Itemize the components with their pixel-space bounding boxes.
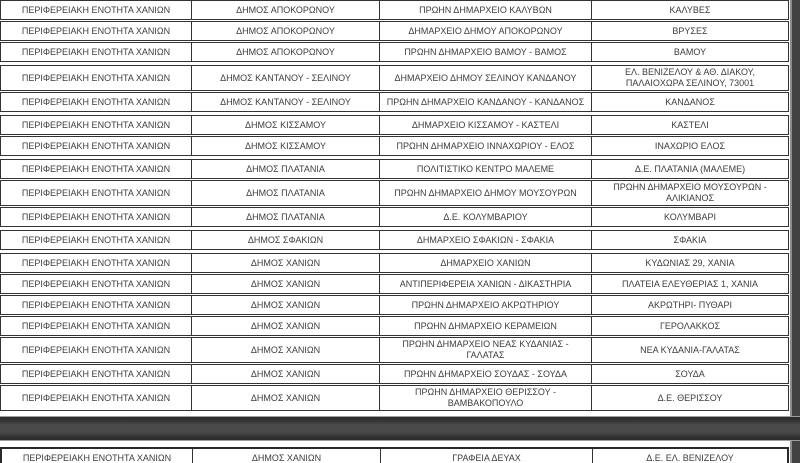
table-row	[0, 295, 789, 315]
cell-region: ΠΕΡΙΦΕΡΕΙΑΚΗ ΕΝΟΤΗΤΑ ΧΑΝΙΩΝ	[21, 278, 171, 289]
cell-municipality: ΔΗΜΟΣ ΑΠΟΚΟΡΩΝΟΥ	[191, 1, 379, 19]
table-row	[0, 316, 789, 336]
cell-location: ΚΥΔΩΝΙΑΣ 29, ΧΑΝΙΑ	[591, 254, 788, 272]
cell-building: ΔΗΜΑΡΧΕΙΟ ΚΙΣΣΑΜΟΥ - ΚΑΣΤΕΛΙ	[379, 116, 591, 134]
page-break-band	[0, 416, 800, 441]
table-group-apokoronou	[0, 0, 789, 62]
cell-municipality: ΔΗΜΟΣ ΑΠΟΚΟΡΩΝΟΥ	[191, 22, 379, 40]
cell-region: ΠΕΡΙΦΕΡΕΙΑΚΗ ΕΝΟΤΗΤΑ ΧΑΝΙΩΝ	[21, 320, 171, 331]
table-row	[0, 159, 789, 179]
cell-municipality: ΔΗΜΟΣ ΧΑΝΙΩΝ	[191, 254, 379, 272]
table-row	[0, 0, 789, 20]
table-row	[0, 180, 789, 206]
cell-region: ΠΕΡΙΦΕΡΕΙΑΚΗ ΕΝΟΤΗΤΑ ΧΑΝΙΩΝ	[22, 452, 172, 463]
cell-municipality: ΔΗΜΟΣ ΧΑΝΙΩΝ	[191, 365, 379, 383]
table-row	[0, 65, 789, 91]
cell-municipality: ΔΗΜΟΣ ΚΙΣΣΑΜΟΥ	[191, 137, 379, 155]
cell-location: ΝΕΑ ΚΥΔΑΝΙΑ-ΓΑΛΑΤΑΣ	[591, 338, 788, 362]
cell-building: ΔΗΜΑΡΧΕΙΟ ΧΑΝΙΩΝ	[379, 254, 591, 272]
cell-location: ΠΛΑΤΕΙΑ ΕΛΕΥΘΕΡΙΑΣ 1, ΧΑΝΙΑ	[591, 275, 788, 293]
table-group-kantanou-selinou	[0, 65, 789, 112]
cell-building: ΔΗΜΑΡΧΕΙΟ ΔΗΜΟΥ ΑΠΟΚΟΡΩΝΟΥ	[379, 22, 591, 40]
cell-municipality: ΔΗΜΟΣ ΧΑΝΙΩΝ	[191, 296, 379, 314]
cell-region: ΠΕΡΙΦΕΡΕΙΑΚΗ ΕΝΟΤΗΤΑ ΧΑΝΙΩΝ	[21, 211, 171, 222]
cell-location: ΚΑΛΥΒΕΣ	[591, 1, 788, 19]
cell-municipality: ΔΗΜΟΣ ΚΑΝΤΑΝΟΥ - ΣΕΛΙΝΟΥ	[191, 66, 379, 90]
document-page-2	[0, 447, 789, 463]
cell-building: ΠΡΩΗΝ ΔΗΜΑΡΧΕΙΟ ΚΕΡΑΜΕΙΩΝ	[379, 317, 591, 335]
cell-location: ΒΑΜΟΥ	[591, 43, 788, 61]
cell-region: ΠΕΡΙΦΕΡΕΙΑΚΗ ΕΝΟΤΗΤΑ ΧΑΝΙΩΝ	[21, 46, 171, 57]
cell-building: ΠΡΩΗΝ ΔΗΜΑΡΧΕΙΟ ΒΑΜΟΥ - ΒΑΜΟΣ	[379, 43, 591, 61]
table-group-chanion-continued	[0, 447, 789, 463]
cell-building: ΠΡΩΗΝ ΔΗΜΑΡΧΕΙΟ ΔΗΜΟΥ ΜΟΥΣΟΥΡΩΝ	[379, 181, 591, 205]
cell-municipality: ΔΗΜΟΣ ΧΑΝΙΩΝ	[191, 275, 379, 293]
table-group-chanion	[0, 253, 789, 411]
cell-building: ΑΝΤΙΠΕΡΙΦΕΡΕΙΑ ΧΑΝΙΩΝ - ΔΙΚΑΣΤΗΡΙΑ	[379, 275, 591, 293]
cell-building: ΠΟΛΙΤΙΣΤΙΚΟ ΚΕΝΤΡΟ ΜΑΛΕΜΕ	[379, 160, 591, 178]
cell-region: ΠΕΡΙΦΕΡΕΙΑΚΗ ΕΝΟΤΗΤΑ ΧΑΝΙΩΝ	[21, 72, 171, 83]
cell-location: ΠΡΩΗΝ ΔΗΜΑΡΧΕΙΟ ΜΟΥΣΟΥΡΩΝ - ΑΛΙΚΙΑΝΟΣ	[591, 181, 788, 205]
cell-building: ΠΡΩΗΝ ΔΗΜΑΡΧΕΙΟ ΚΑΝΔΑΝΟΥ - ΚΑΝΔΑΝΟΣ	[379, 93, 591, 111]
cell-location: Δ.Ε. ΕΛ. ΒΕΝΙΖΕΛΟΥ	[592, 449, 787, 463]
cell-building: ΠΡΩΗΝ ΔΗΜΑΡΧΕΙΟ ΑΚΡΩΤΗΡΙΟΥ	[379, 296, 591, 314]
cell-municipality: ΔΗΜΟΣ ΑΠΟΚΟΡΩΝΟΥ	[191, 43, 379, 61]
table-row	[0, 364, 789, 384]
cell-location: ΕΛ. ΒΕΝΙΖΕΛΟΥ & ΑΘ. ΔΙΑΚΟΥ, ΠΑΛΑΙΟΧΩΡΑ ΣΕΛΙΝΟΥ, 73001	[591, 66, 788, 90]
table-row	[0, 92, 789, 112]
cell-building: ΔΗΜΑΡΧΕΙΟ ΣΦΑΚΙΩΝ - ΣΦΑΚΙΑ	[379, 231, 591, 249]
cell-building: Δ.Ε. ΚΟΛΥΜΒΑΡΙΟΥ	[379, 208, 591, 226]
table-row	[0, 115, 789, 135]
table-group-kissamou	[0, 115, 789, 156]
cell-building: ΠΡΩΗΝ ΔΗΜΑΡΧΕΙΟ ΚΑΛΥΒΩΝ	[379, 1, 591, 19]
cell-region: ΠΕΡΙΦΕΡΕΙΑΚΗ ΕΝΟΤΗΤΑ ΧΑΝΙΩΝ	[21, 392, 171, 403]
cell-building: ΠΡΩΗΝ ΔΗΜΑΡΧΕΙΟ ΝΕΑΣ ΚΥΔΑΝΙΑΣ - ΓΑΛΑΤΑΣ	[379, 338, 591, 362]
cell-location: ΒΡΥΣΕΣ	[591, 22, 788, 40]
cell-region: ΠΕΡΙΦΕΡΕΙΑΚΗ ΕΝΟΤΗΤΑ ΧΑΝΙΩΝ	[21, 25, 171, 36]
table-row	[0, 385, 789, 411]
cell-region: ΠΕΡΙΦΕΡΕΙΑΚΗ ΕΝΟΤΗΤΑ ΧΑΝΙΩΝ	[21, 257, 171, 268]
cell-location: ΑΚΡΩΤΗΡΙ- ΠΥΘΑΡΙ	[591, 296, 788, 314]
cell-region: ΠΕΡΙΦΕΡΕΙΑΚΗ ΕΝΟΤΗΤΑ ΧΑΝΙΩΝ	[21, 119, 171, 130]
table-group-sfakion	[0, 230, 789, 250]
cell-region: ΠΕΡΙΦΕΡΕΙΑΚΗ ΕΝΟΤΗΤΑ ΧΑΝΙΩΝ	[21, 140, 171, 151]
cell-building: ΠΡΩΗΝ ΔΗΜΑΡΧΕΙΟ ΘΕΡΙΣΣΟΥ - ΒΑΜΒΑΚΟΠΟΥΛΟ	[379, 386, 591, 410]
table-row	[0, 253, 789, 273]
cell-building: ΠΡΩΗΝ ΔΗΜΑΡΧΕΙΟ ΙΝΝΑΧΩΡΙΟΥ - ΕΛΟΣ	[379, 137, 591, 155]
table-group-platania	[0, 159, 789, 227]
cell-building: ΠΡΩΗΝ ΔΗΜΑΡΧΕΙΟ ΣΟΥΔΑΣ - ΣΟΥΔΑ	[379, 365, 591, 383]
cell-location: ΚΑΣΤΕΛΙ	[591, 116, 788, 134]
cell-municipality: ΔΗΜΟΣ ΧΑΝΙΩΝ	[191, 317, 379, 335]
table-row	[0, 136, 789, 156]
cell-region: ΠΕΡΙΦΕΡΕΙΑΚΗ ΕΝΟΤΗΤΑ ΧΑΝΙΩΝ	[21, 234, 171, 245]
cell-building: ΓΡΑΦΕΙΑ ΔΕΥΑΧ	[380, 449, 592, 463]
cell-region: ΠΕΡΙΦΕΡΕΙΑΚΗ ΕΝΟΤΗΤΑ ΧΑΝΙΩΝ	[21, 344, 171, 355]
cell-region: ΠΕΡΙΦΕΡΕΙΑΚΗ ΕΝΟΤΗΤΑ ΧΑΝΙΩΝ	[21, 368, 171, 379]
table-row	[0, 230, 789, 250]
cell-location: Δ.Ε. ΘΕΡΙΣΣΟΥ	[591, 386, 788, 410]
cell-building: ΔΗΜΑΡΧΕΙΟ ΔΗΜΟΥ ΣΕΛΙΝΟΥ ΚΑΝΔΑΝΟΥ	[379, 66, 591, 90]
cell-municipality: ΔΗΜΟΣ ΚΙΣΣΑΜΟΥ	[191, 116, 379, 134]
cell-location: ΣΟΥΔΑ	[591, 365, 788, 383]
cell-municipality: ΔΗΜΟΣ ΠΛΑΤΑΝΙΑ	[191, 208, 379, 226]
cell-municipality: ΔΗΜΟΣ ΚΑΝΤΑΝΟΥ - ΣΕΛΙΝΟΥ	[191, 93, 379, 111]
viewer-background-edge	[789, 0, 800, 463]
cell-municipality: ΔΗΜΟΣ ΠΛΑΤΑΝΙΑ	[191, 160, 379, 178]
cell-region: ΠΕΡΙΦΕΡΕΙΑΚΗ ΕΝΟΤΗΤΑ ΧΑΝΙΩΝ	[21, 4, 171, 15]
cell-region: ΠΕΡΙΦΕΡΕΙΑΚΗ ΕΝΟΤΗΤΑ ΧΑΝΙΩΝ	[21, 163, 171, 174]
cell-location: ΓΕΡΟΛΑΚΚΟΣ	[591, 317, 788, 335]
table-row	[0, 337, 789, 363]
table-row	[0, 21, 789, 41]
cell-location: Δ.Ε. ΠΛΑΤΑΝΙΑ (ΜΑΛΕΜΕ)	[591, 160, 788, 178]
cell-location: ΚΑΝΔΑΝΟΣ	[591, 93, 788, 111]
cell-municipality: ΔΗΜΟΣ ΠΛΑΤΑΝΙΑ	[191, 181, 379, 205]
table-row	[0, 207, 789, 227]
table-row	[0, 42, 789, 62]
cell-municipality: ΔΗΜΟΣ ΧΑΝΙΩΝ	[191, 338, 379, 362]
cell-municipality: ΔΗΜΟΣ ΣΦΑΚΙΩΝ	[191, 231, 379, 249]
cell-municipality: ΔΗΜΟΣ ΧΑΝΙΩΝ	[192, 449, 380, 463]
table-row	[0, 274, 789, 294]
cell-location: ΙΝΑΧΩΡΙΟ ΕΛΟΣ	[591, 137, 788, 155]
cell-location: ΚΟΛΥΜΒΑΡΙ	[591, 208, 788, 226]
cell-location: ΣΦΑΚΙΑ	[591, 231, 788, 249]
table-row	[0, 447, 789, 463]
cell-region: ΠΕΡΙΦΕΡΕΙΑΚΗ ΕΝΟΤΗΤΑ ΧΑΝΙΩΝ	[21, 299, 171, 310]
cell-municipality: ΔΗΜΟΣ ΧΑΝΙΩΝ	[191, 386, 379, 410]
cell-region: ΠΕΡΙΦΕΡΕΙΑΚΗ ΕΝΟΤΗΤΑ ΧΑΝΙΩΝ	[21, 96, 171, 107]
cell-region: ΠΕΡΙΦΕΡΕΙΑΚΗ ΕΝΟΤΗΤΑ ΧΑΝΙΩΝ	[21, 187, 171, 198]
